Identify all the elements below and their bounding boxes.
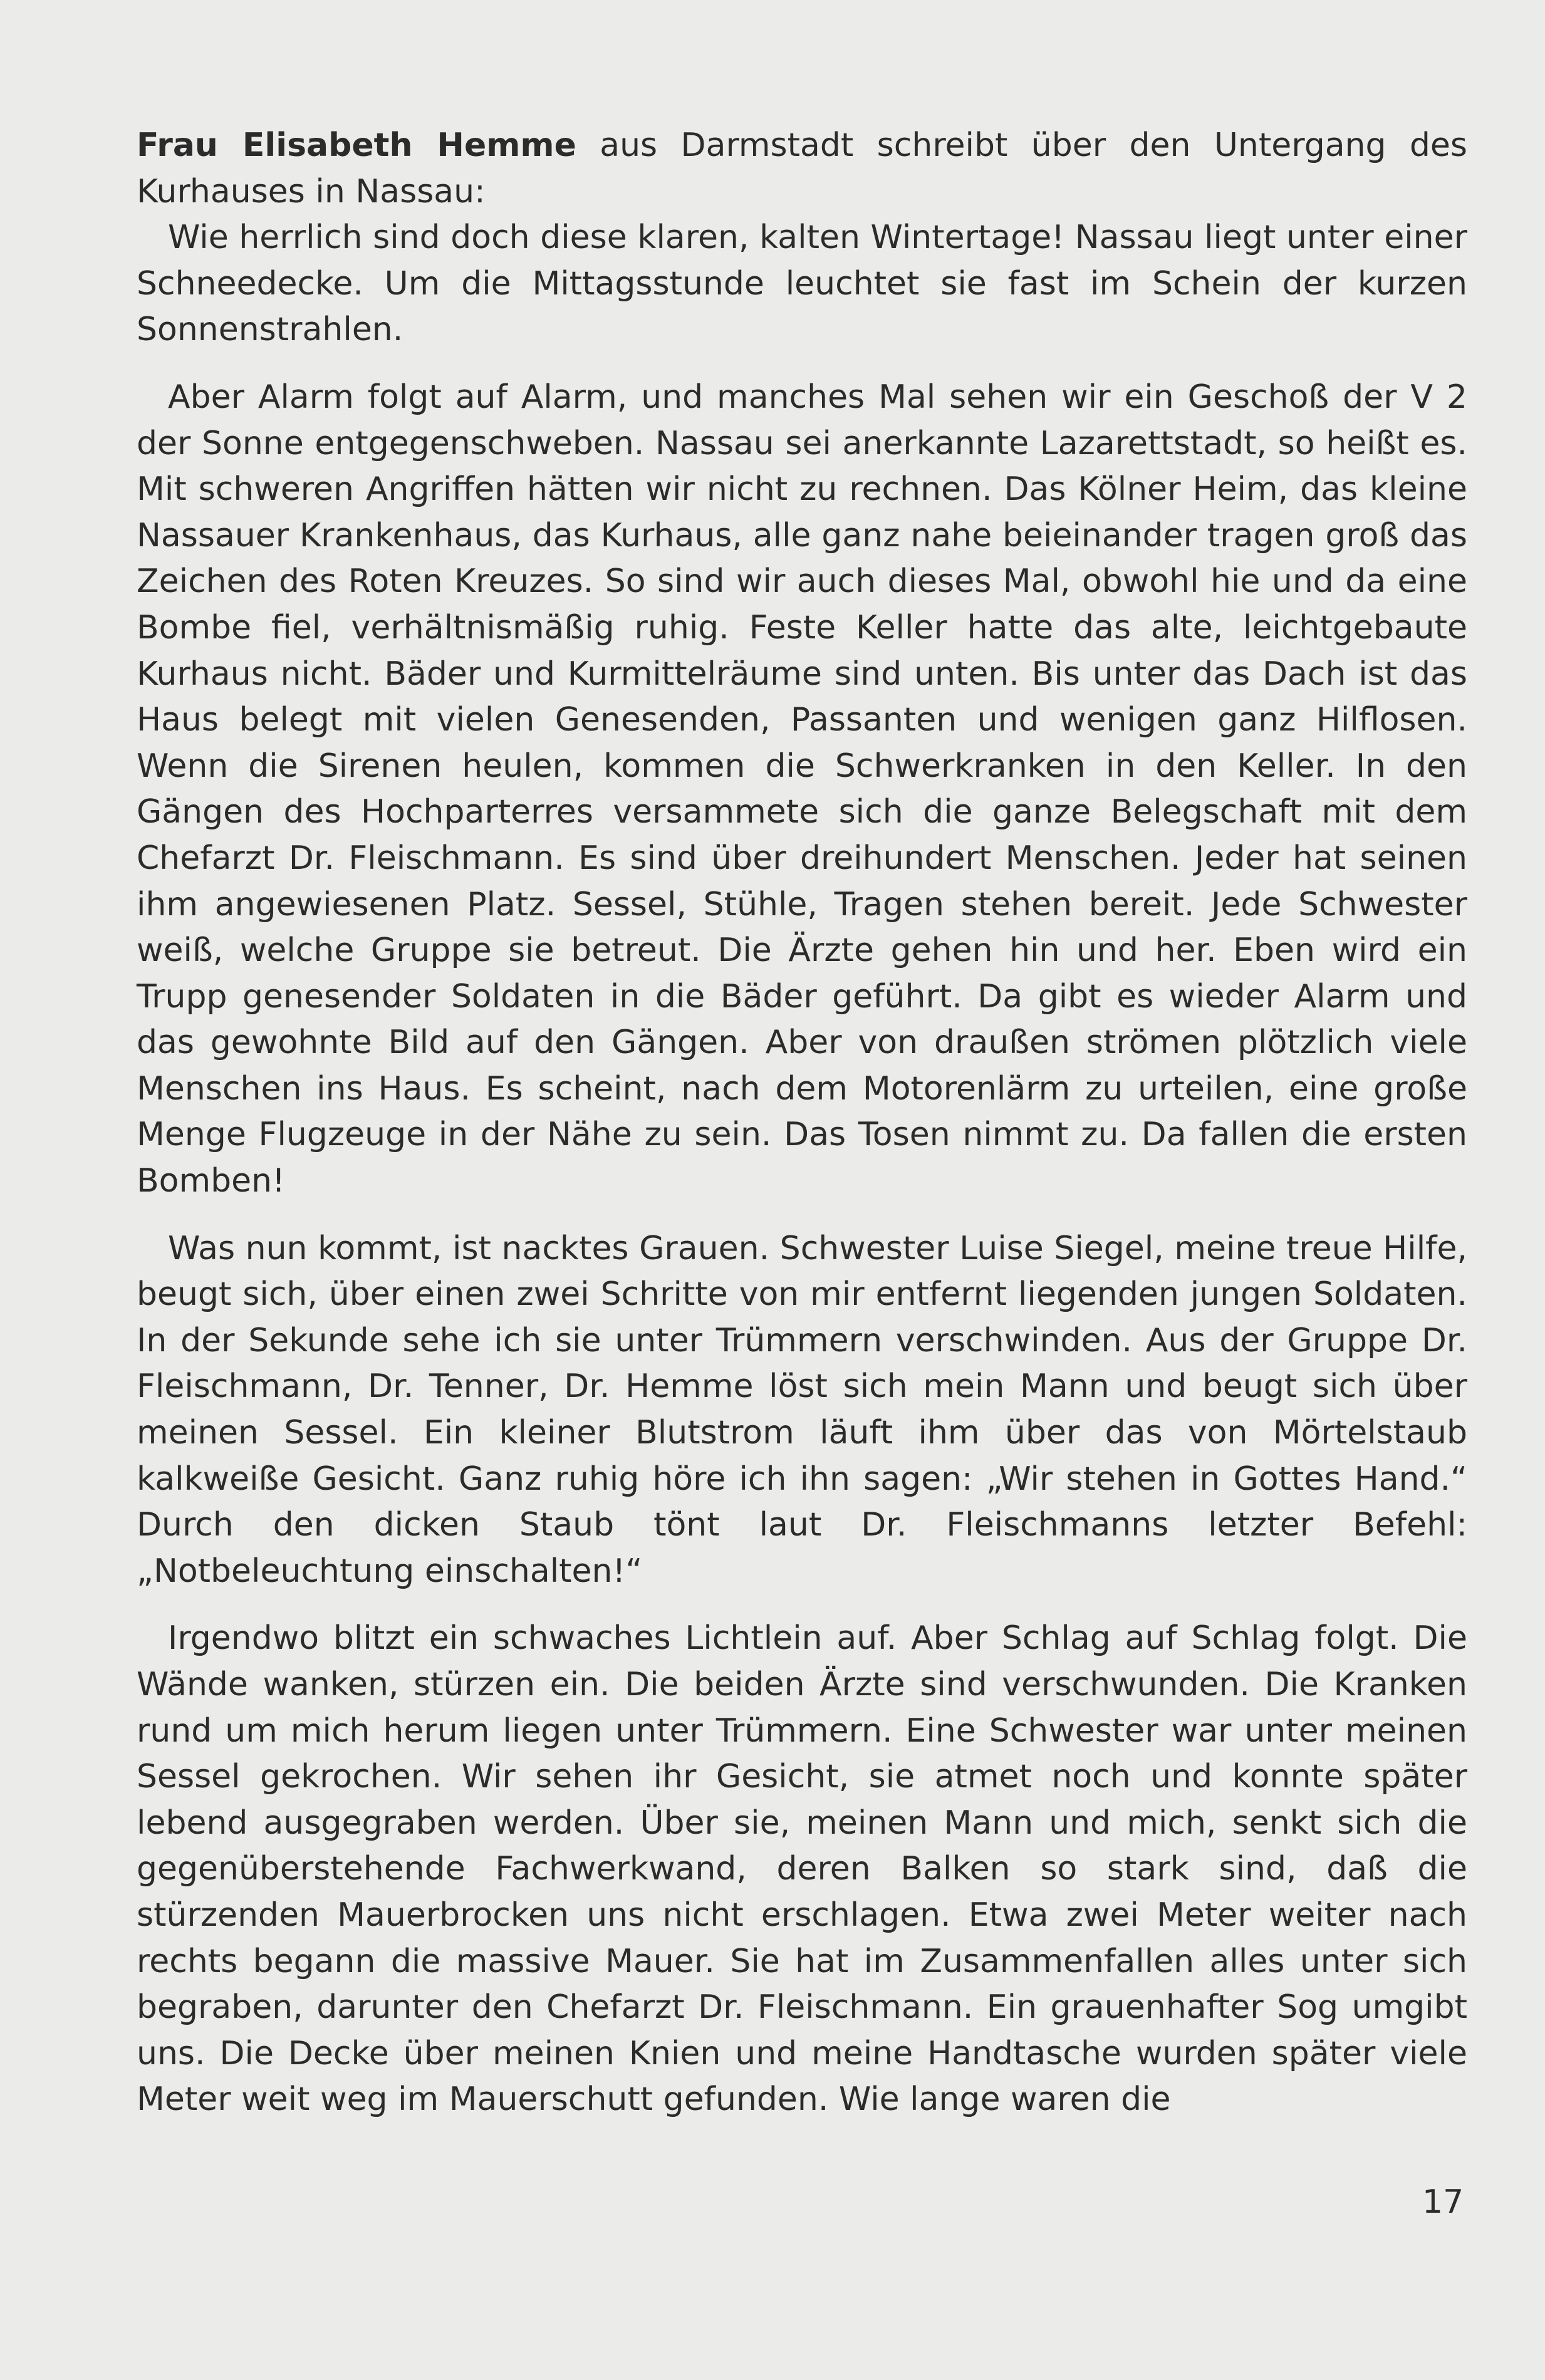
paragraph-4: Irgendwo blitzt ein schwaches Lichtlein auf. Aber Schlag auf Schlag folgt. Die Wände wanken, stürzen ein. Die beiden Ärzte sind verschwunden. Die Kranken rund um mich herum liegen unter Trümmern. Eine Schwester war unter meinen Sessel gekrochen. Wir sehen ihr Gesicht, sie atmet noch und konnte später lebend ausgegraben werden. Über sie, meinen Mann und mich, senkt sich die gegenüberstehende Fachwerkwand, deren Balken so stark sind, daß die stürzenden Mauerbrocken uns nicht erschlagen. Etwa zwei Meter weiter nach rechts begann die massive Mauer. Sie hat im Zusammenfallen alles unter sich begraben, darunter den Chefarzt Dr. Fleischmann. Ein grauenhafter Sog umgibt uns. Die Decke über meinen Knien und meine Handtasche wurden später viele Meter weit weg im Mauerschutt gefunden. Wie lange waren die xyxy=(137,1619,1467,2119)
paragraph-2: Aber Alarm folgt auf Alarm, und manches Mal sehen wir ein Geschoß der V 2 der Sonne entgegenschweben. Nassau sei anerkannte Lazarettstadt, so heißt es. Mit schweren Angriffen hätten wir nicht zu rechnen. Das Kölner Heim, das kleine Nassauer Krankenhaus, das Kurhaus, alle ganz nahe beieinander tragen groß das Zeichen des Roten Kreuzes. So sind wir auch dieses Mal, obwohl hie und da eine Bombe fiel, verhältnismäßig ruhig. Feste Keller hatte das alte, leichtgebaute Kurhaus nicht. Bäder und Kurmittelräume sind unten. Bis unter das Dach ist das Haus belegt mit vielen Genesenden, Passanten und wenigen ganz Hilflosen. Wenn die Sirenen heulen, kommen die Schwerkranken in den Keller. In den Gängen des Hochparterres versammete sich die ganze Belegschaft mit dem Chefarzt Dr. Fleischmann. Es sind über dreihundert Menschen. Jeder hat seinen ihm angewiesenen Platz. Sessel, Stühle, Tragen stehen bereit. Jede Schwester weiß, welche Gruppe sie betreut. Die Ärzte gehen hin und her. Eben wird ein Trupp genesender Soldaten in die Bäder geführt. Da gibt es wieder Alarm und das gewohnte Bild auf den Gängen. Aber von draußen strömen plötzlich viele Menschen ins Haus. Es scheint, nach dem Motorenlärm zu urteilen, eine große Menge Flugzeuge in der Nähe zu sein. Das Tosen nimmt zu. Da fallen die ersten Bomben! xyxy=(137,378,1467,1200)
paragraph-3: Was nun kommt, ist nacktes Grauen. Schwester Luise Siegel, meine treue Hilfe, beugt sich, über einen zwei Schritte von mir entfernt liegenden jungen Soldaten. In der Sekunde sehe ich sie unter Trümmern verschwinden. Aus der Gruppe Dr. Fleischmann, Dr. Tenner, Dr. Hemme löst sich mein Mann und beugt sich über meinen Sessel. Ein kleiner Blutstrom läuft ihm über das von Mörtelstaub kalkweiße Gesicht. Ganz ruhig höre ich ihn sagen: „Wir stehen in Gottes Hand.“ Durch den dicken Staub tönt laut Dr. Fleischmanns letzter Befehl: „Notbeleuchtung einschalten!“ xyxy=(137,1229,1467,1590)
intro-paragraph xyxy=(137,123,1467,215)
intro-text: aus Darmstadt schreibt über den Untergang des Kurhauses in Nassau: xyxy=(137,127,1467,210)
paragraph-1: Wie herrlich sind doch diese klaren, kalten Wintertage! Nassau liegt unter einer Schneedecke. Um die Mittagsstunde leuchtet sie fast im Schein der kurzen Sonnenstrahlen. xyxy=(137,219,1467,349)
author-name: Frau Elisabeth Hemme xyxy=(137,127,576,164)
body-text xyxy=(137,123,1467,2123)
page-number: 17 xyxy=(1422,2183,1464,2221)
